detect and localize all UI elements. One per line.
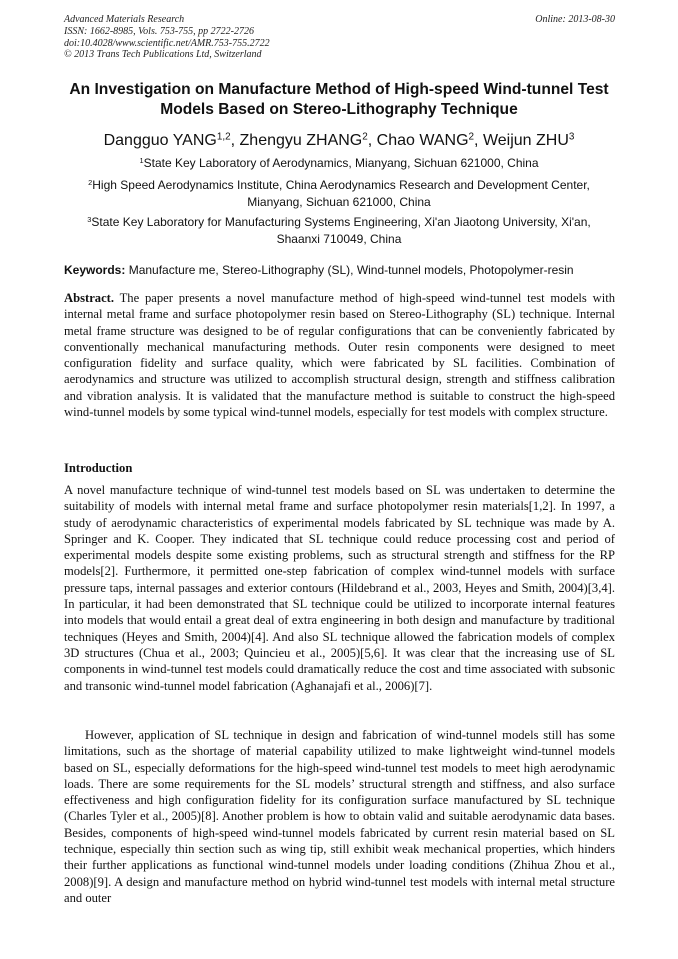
affiliation-1 — [50, 155, 628, 172]
keywords-text: Manufacture me, Stereo-Lithography (SL), Wind-tunnel models, Photopolymer-resin — [128, 263, 574, 277]
author-affiliation-mark: 2 — [362, 131, 368, 143]
affiliation-mark: 3 — [87, 214, 92, 224]
paper-title: An Investigation on Manufacture Method of High-speed Wind-tunnel Test Models Based on Stereo-Lithography Technique — [69, 81, 609, 118]
author: Zhengyu ZHANG — [239, 132, 363, 149]
author-affiliation-mark: 3 — [568, 131, 575, 143]
keywords — [64, 262, 615, 278]
affiliation-2 — [70, 177, 608, 210]
intro-paragraph-2: However, application of SL technique in design and fabrication of wind-tunnel models still has some limitations, such as the shortage of material capability utilized to make lightweight wind-tunnel models based on SL, especially deformations for the high-speed wind-tunnel test models to meet high aerodynamic loads. There are some requirements for the SL models’ structural strength and stiffness, and also surface effectiveness and high configuration fidelity for its configuration surface manufactured by SL technique (Charles Tyler et al., 2005)[8]. Another problem is how to obtain valid and suitable aerodynamic data bases. Besides, components of high-speed wind-tunnel models fabricated by current resin material based on SL technique, especially thin section such as wing tip, still exhibit weak mechanical properties, which hinders their further applications as functional wind-tunnel models under loading conditions (Zhihua Zhou et al., 2008)[9]. A design and manufacture method on hybrid wind-tunnel test models with internal metal structure and outer — [64, 728, 615, 905]
intro-paragraph-1: A novel manufacture technique of wind-tunnel test models based on SL was undertaken to determine the suitability of models with internal metal frame and surface photopolymer resin materials[1,2]. In 1997, a study of aerodynamic characteristics of experimental models fabricated by SL technique was made by A. Springer and K. Cooper. They indicated that SL technique could reduce processing cost and period of experimental models despite some existing problems, such as structural strength and stiffness for the RP models[2]. Furthermore, it permitted one-step fabrication of complex wind-tunnel models with surface pressure taps, internal passages and exterior contours (Hildebrand et al., 2003, Heyes and Smith, 2004)[3,4]. In particular, it had been demonstrated that SL technique could be utilized to incorporate internal features into models that would entail a great deal of extra engineering in both design and manufacture by traditional techniques (Heyes and Smith, 2004)[4]. And also SL technique allowed the fabrication models of complex 3D structures (Chua et al., 2003; Quincieu et al., 2005)[5,6]. It was clear that the increasing use of SL components in wind-tunnel test models could dramatically reduce the cost and time associated with subsonic and transonic wind-tunnel model fabrication (Aghanajafi et al., 2006)[7]. — [64, 483, 615, 693]
affiliation-3 — [70, 214, 608, 247]
author-list: Dangguo YANG$^{1,2}$, Zhengyu ZHANG$^2$, Chao WANG$^2$, Weijun ZHU$^3$ — [103, 131, 575, 149]
author-affiliation-mark: 2 — [468, 131, 475, 143]
abstract-text: The paper presents a novel manufacture method of high-speed wind-tunnel test models with internal metal frame and surface photopolymer resin based on Stereo-Lithography (SL) technique. Internal metal frame structure was designed to be of regular configurations that can be conveniently fabricated by conventionally mechanical manufacturing methods. Outer resin components were designed to meet configuration fidelity and surface quality, which were fabricated by SL facilities. Combination of aerodynamics and structure was utilized to accomplish structural design, strength and stiffness calibration and vibration analysis. It is validated that the manufacture method is suitable to construct the high-speed wind-tunnel models by some typical wind-tunnel models, especially for test models with complex structure. — [64, 291, 615, 420]
author-affiliation-mark: 1,2 — [216, 131, 231, 143]
keywords-label: Keywords: — [64, 263, 126, 277]
online-date: Online: 2013-08-30 — [535, 14, 615, 25]
copyright-line: © 2013 Trans Tech Publications Ltd, Switzerland — [64, 49, 262, 61]
affiliation-text: State Key Laboratory for Manufacturing Systems Engineering, Xi'an Jiaotong University, Xi'an, Shaanxi 710049, China — [91, 215, 591, 246]
journal-header — [64, 14, 615, 61]
affiliation-text: State Key Laboratory of Aerodynamics, Mianyang, Sichuan 621000, China — [143, 156, 539, 170]
issn-line: ISSN: 1662-8985, Vols. 753-755, pp 2722-2726 — [64, 25, 254, 37]
author: Dangguo YANG — [103, 132, 217, 149]
author: Weijun ZHU — [482, 132, 569, 149]
affiliation-mark: 2 — [88, 177, 93, 187]
journal-name: Advanced Materials Research — [64, 14, 185, 25]
section-heading-introduction: Introduction — [64, 461, 133, 475]
abstract-label: Abstract. — [64, 291, 115, 305]
abstract — [64, 290, 615, 420]
author: Chao WANG — [376, 132, 469, 149]
affiliation-mark: 1 — [139, 155, 144, 165]
affiliation-text: High Speed Aerodynamics Institute, China Aerodynamics Research and Development Center, Mianyang, Sichuan 621000, China — [92, 178, 590, 209]
doi-line: doi:10.4028/www.scientific.net/AMR.753-755.2722 — [64, 37, 270, 49]
